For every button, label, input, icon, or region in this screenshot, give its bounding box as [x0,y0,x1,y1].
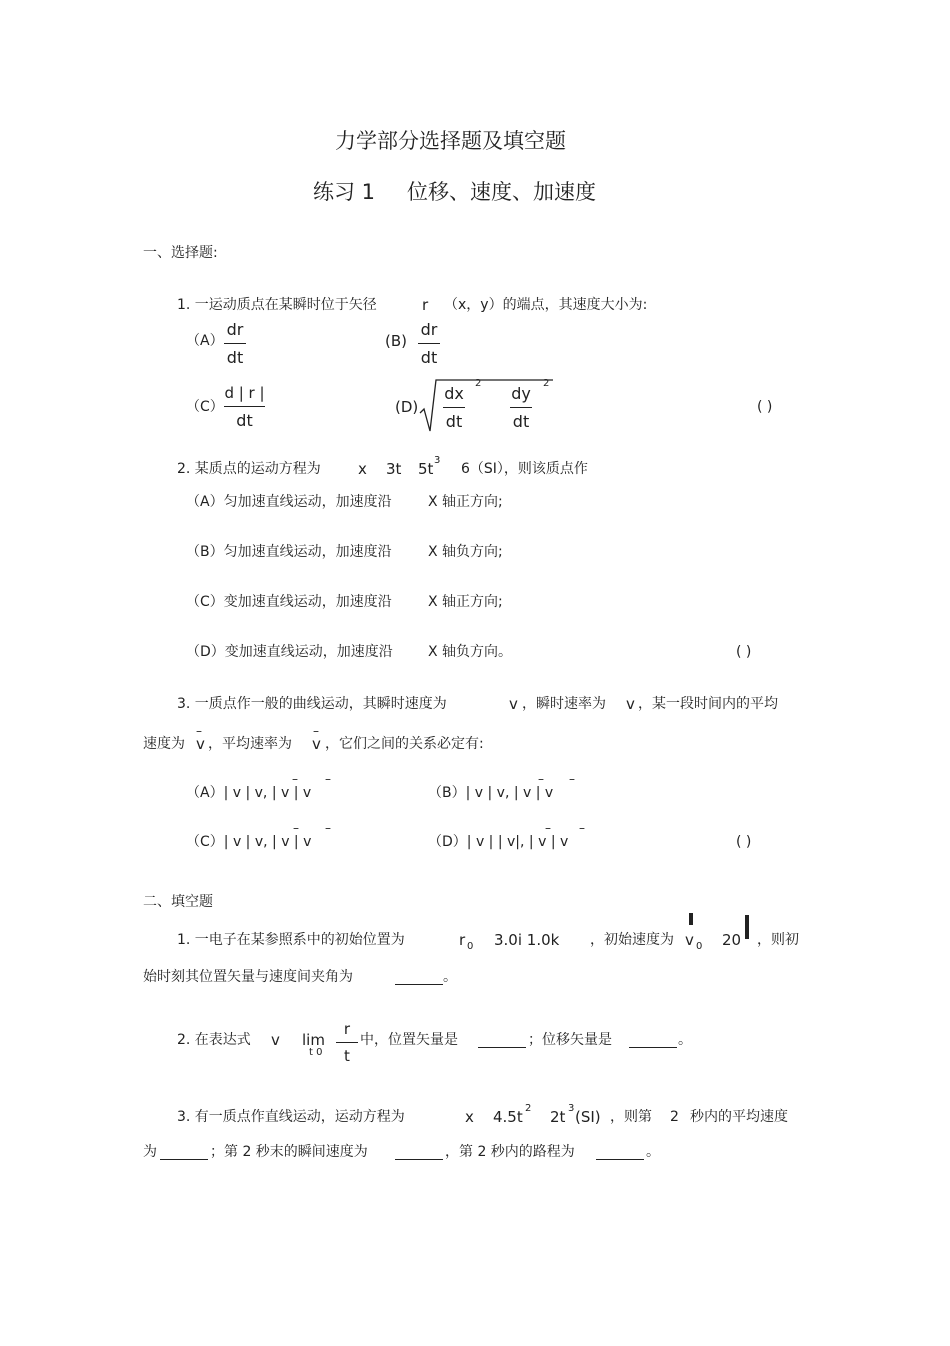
denominator: dt [236,411,253,430]
q3-answer-paren: ( ) [736,834,752,850]
q2-eq-term1: 3t [386,460,402,478]
f1-end: 。 [443,969,457,985]
q1-option-d-dx-fraction [443,386,465,430]
q2-eq-cube: 3 [434,455,441,466]
f2-blank-displacement[interactable] [629,1047,677,1048]
f3-end: 。 [646,1144,660,1160]
q1-option-a-label: （A） [186,333,224,349]
exercise-topic: 位移、速度、加速度 [407,180,596,204]
q1-option-a-fraction [224,322,246,366]
f2-v: v [271,1031,280,1049]
denominator: dt [420,348,438,367]
f3-square: 2 [525,1103,532,1114]
f1-r0: r [459,931,466,949]
overline-mark: – [196,724,202,738]
f3-term1: 4.5t [493,1108,523,1126]
q1-option-b-label: (B) [385,332,407,350]
q3-line2-b: ，平均速率为 [208,736,292,752]
f3-line2-c: ，第 2 秒内的路程为 [445,1144,575,1160]
denominator: dt [512,412,530,431]
q2-eq-term2: 5t [418,460,434,478]
q1-stem-tail: （x，y）的端点，其速度大小为: [444,297,648,313]
f2-stem-mid2: ；位移矢量是 [528,1032,612,1048]
denominator: dt [226,348,244,367]
overline-mark: – [292,772,298,786]
fraction-bar [418,343,440,344]
q3-line1-c: ，某一段时间内的平均 [638,696,778,712]
numerator: d | r | [224,384,265,402]
q1-option-d-label: (D) [395,398,419,416]
q2-eq-tail: 6（SI），则该质点作 [461,461,588,477]
numerator: dr [420,320,438,339]
numerator: r [343,1020,351,1038]
numerator: dx [444,384,464,403]
vector-arrow-mark [689,913,693,925]
q1-vector-r: r [422,296,429,314]
f3-stem-end: 秒内的平均速度 [690,1109,788,1125]
q3-option-b: （B）| v | v, | v | v [428,785,554,801]
q3-line2-a: 速度为 [143,736,185,752]
q2-option-d: （D）变加速直线运动，加速度沿 [186,644,393,660]
f3-blank-instant-velocity[interactable] [395,1159,443,1160]
fraction-bar [336,1042,358,1043]
q2-option-a-dir: X 轴正方向; [428,494,503,510]
f1-position-value: 3.0i 1.0k [494,931,560,949]
f2-end: 。 [678,1032,692,1048]
overline-mark: – [293,821,299,835]
overline-mark: – [325,772,331,786]
q1-square-2: 2 [543,378,550,389]
q2-option-a: （A）匀加速直线运动，加速度沿 [186,494,392,510]
f2-stem-mid: 中，位置矢量是 [360,1032,458,1048]
overline-mark: – [545,821,551,835]
f3-blank-avg-velocity[interactable] [160,1159,208,1160]
f1-stem-mid: ，初始速度为 [590,932,674,948]
q1-stem: 1. 一运动质点在某瞬时位于矢径 [177,297,377,313]
f1-v0-sub: 0 [696,941,703,952]
overline-mark: – [579,821,585,835]
q2-eq-x: x [358,460,367,478]
q3-option-a: （A）| v | v, | v | v [186,785,312,801]
f3-stem: 3. 有一质点作直线运动，运动方程为 [177,1109,405,1125]
q3-speed: v [626,695,635,713]
f3-second-number: 2 [670,1109,679,1125]
q3-option-c: （C）| v | v, | v | v [186,834,312,850]
q1-option-c-label: （C） [186,399,224,415]
fraction-bar [443,407,465,408]
q1-option-c-fraction [224,386,265,429]
exercise-number: 练习 1 [313,180,376,204]
f3-term2: 2t [550,1108,566,1126]
q1-square-1: 2 [475,378,482,389]
q2-option-c-dir: X 轴正方向; [428,594,503,610]
q3-avg-speed: v [312,735,321,753]
denominator: dt [445,412,463,431]
sqrt-radical-icon [418,375,558,435]
f3-line2-a: 为 [143,1144,157,1160]
q2-option-b-dir: X 轴负方向; [428,544,503,560]
denominator: t [344,1047,350,1065]
q2-option-d-dir: X 轴负方向。 [428,644,513,660]
numerator: dr [226,320,244,339]
q2-stem: 2. 某质点的运动方程为 [177,461,321,477]
f3-stem-mid: ，则第 [610,1109,652,1125]
fraction-bar [224,343,246,344]
q1-answer-paren: ( ) [757,399,773,415]
f3-blank-distance[interactable] [596,1159,644,1160]
section-heading-choice: 一、选择题: [143,245,218,261]
overline-mark: – [313,724,319,738]
f2-fraction [336,1022,358,1064]
overline-mark: – [569,772,575,786]
vector-j-mark [745,915,749,939]
q2-option-b: （B）匀加速直线运动，加速度沿 [186,544,392,560]
f1-stem-end: ，则初 [757,932,799,948]
f3-x: x [465,1108,474,1126]
q3-option-d: （D）| v | | v|, | v | v [428,834,569,850]
f1-v0: v [685,931,694,949]
f1-answer-blank[interactable] [395,984,443,985]
section-heading-fill: 二、填空题 [143,894,213,910]
overline-mark: – [538,772,544,786]
q3-velocity: v [509,695,518,713]
f2-lim: lim [302,1031,325,1049]
f1-r0-sub: 0 [467,941,474,952]
q3-line2-c: ，它们之间的关系必定有: [325,736,484,752]
f2-blank-position[interactable] [478,1047,526,1048]
q2-option-c: （C）变加速直线运动，加速度沿 [186,594,392,610]
q2-answer-paren: ( ) [736,644,752,660]
q1-option-d-dy-fraction [510,386,532,430]
fraction-bar [224,406,265,407]
f2-stem: 2. 在表达式 [177,1032,251,1048]
document-title: 力学部分选择题及填空题 [335,129,566,153]
f3-cube: 3 [568,1103,575,1114]
f3-si: (SI) [575,1108,601,1126]
f3-line2-b: ；第 2 秒末的瞬间速度为 [210,1144,368,1160]
f1-stem: 1. 一电子在某参照系中的初始位置为 [177,932,405,948]
q3-line1-b: ，瞬时速率为 [522,696,606,712]
overline-mark: – [325,821,331,835]
q3-avg-velocity: v [196,735,205,753]
f2-lim-sub: t 0 [309,1047,323,1058]
q3-line1-a: 3. 一质点作一般的曲线运动，其瞬时速度为 [177,696,447,712]
f1-velocity-value: 20 [722,931,742,949]
numerator: dy [511,384,531,403]
q1-option-b-fraction [418,322,440,366]
f1-line2: 始时刻其位置矢量与速度间夹角为 [143,969,353,985]
fraction-bar [510,407,532,408]
